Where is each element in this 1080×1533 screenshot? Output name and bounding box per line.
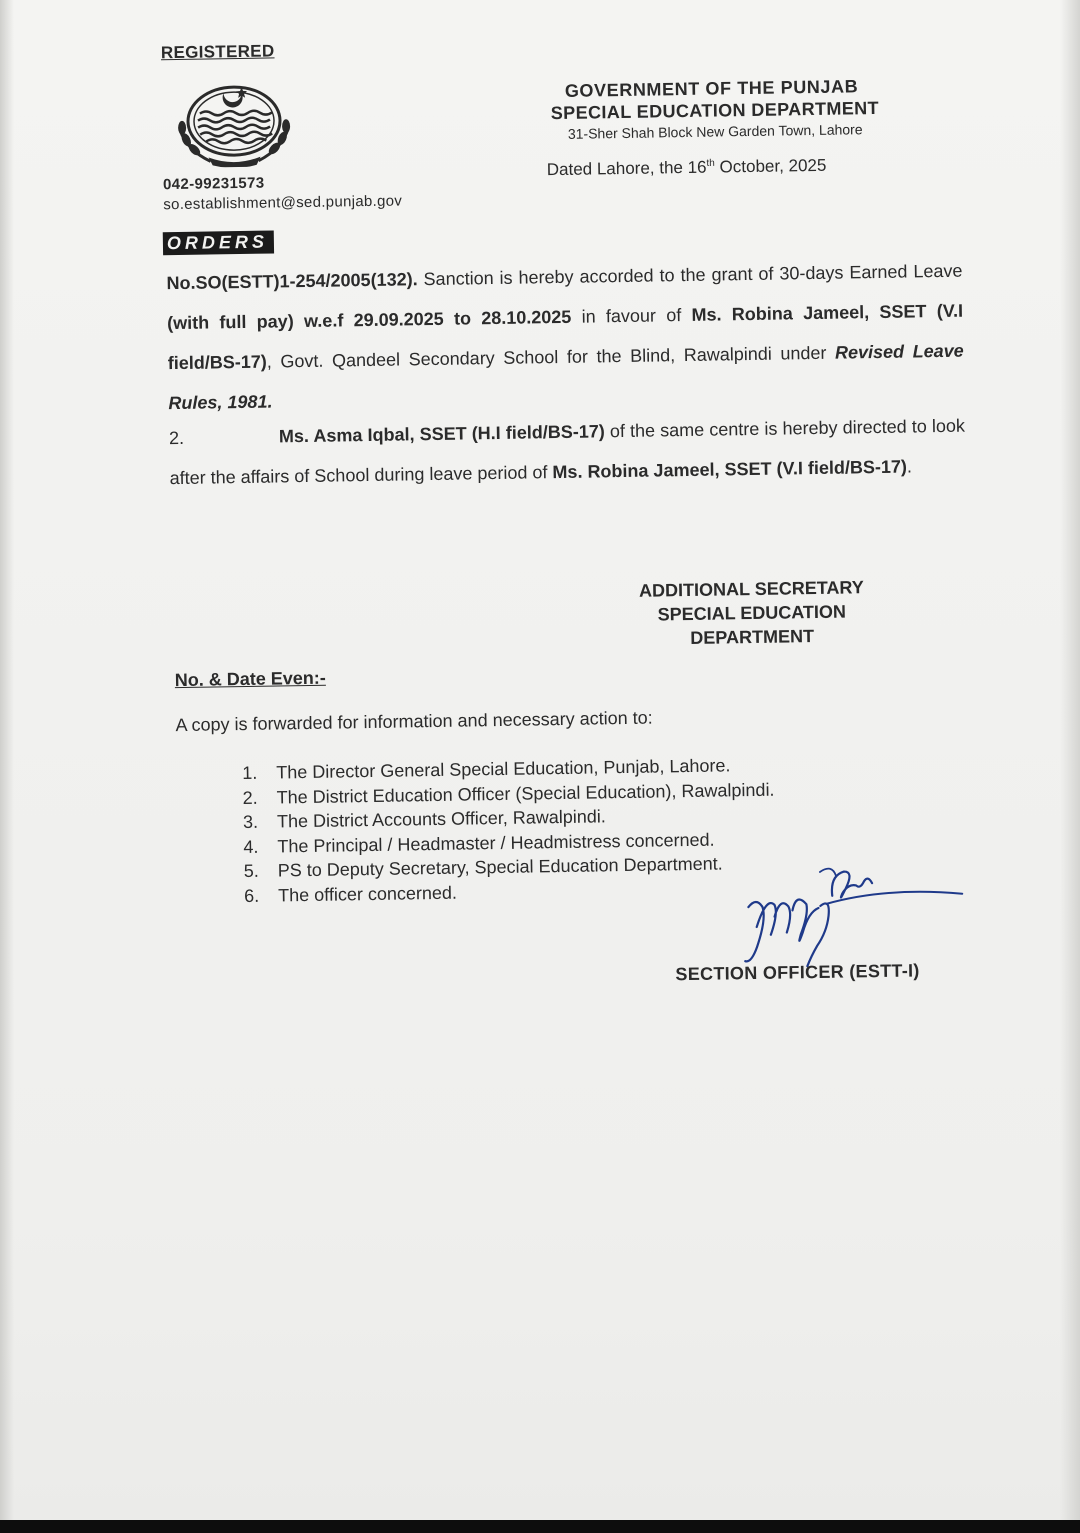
list-item-number: 6.: [244, 885, 260, 906]
orders-heading: ORDERS: [163, 230, 274, 255]
copy-recipients-list: [242, 753, 776, 908]
punjab-government-emblem-icon: [171, 74, 296, 168]
p1-rules-reference: Revised Leave Rules, 1981.: [168, 340, 964, 414]
p1-text-1: Sanction is hereby accorded to the grant of 30-days Earned Leave: [417, 260, 963, 290]
department-title: SPECIAL EDUCATION DEPARTMENT: [550, 97, 880, 124]
order-paragraph-1: [166, 251, 964, 423]
p1-officer-name: Ms. Robina Jameel, SSET (V.I field/BS-17): [167, 300, 964, 374]
p2-officer-name: Ms. Asma Iqbal, SSET (H.I field/BS-17): [278, 421, 605, 447]
dated-ordinal: th: [706, 157, 715, 170]
p1-text-2: in favour of: [571, 304, 692, 327]
handwritten-signature-icon: [736, 864, 968, 978]
list-item-text: The District Education Officer (Special Education), Rawalpindi.: [276, 779, 775, 807]
p2-number: 2.: [168, 427, 185, 449]
signatory-line-3: DEPARTMENT: [690, 626, 815, 648]
order-reference-number: No.SO(ESTT)1-254/2005(132).: [166, 269, 418, 294]
p1-leave-period: (with full pay) w.e.f 29.09.2025 to 28.10.2025: [167, 306, 572, 334]
registered-label: REGISTERED: [160, 41, 275, 63]
copy-forwarded-line: A copy is forwarded for information and necessary action to:: [175, 707, 653, 736]
no-and-date-even: No. & Date Even:-: [174, 667, 326, 691]
list-item-text: The Principal / Headmaster / Headmistress concerned.: [277, 829, 715, 856]
email-address: so.establishment@sed.punjab.gov: [163, 192, 403, 214]
p2-text-2: .: [906, 456, 913, 477]
order-paragraph-2: [169, 406, 966, 498]
signatory-line-2: SPECIAL EDUCATION: [657, 601, 847, 625]
section-officer-title: SECTION OFFICER (ESTT-I): [675, 960, 920, 985]
p2-officer-on-leave: Ms. Robina Jameel, SSET (V.I field/BS-17): [552, 456, 908, 483]
list-item-number: 3.: [242, 811, 259, 833]
dated-suffix: October, 2025: [714, 155, 827, 177]
signatory-line-1: ADDITIONAL SECRETARY: [638, 577, 864, 601]
p1-text-3: , Govt. Qandeel Secondary School for the Blind, Rawalpindi under: [266, 342, 836, 372]
dated-line: [547, 156, 827, 180]
additional-secretary-block: [601, 575, 902, 652]
dated-prefix: Dated Lahore, the 16: [546, 157, 707, 180]
government-title: GOVERNMENT OF THE PUNJAB: [564, 76, 859, 101]
list-item-text: The Director General Special Education, Punjab, Lahore.: [276, 755, 731, 783]
department-address: 31-Sher Shah Block New Garden Town, Lahore: [567, 121, 863, 142]
list-item-number: 4.: [243, 836, 259, 857]
list-item-number: 2.: [242, 787, 258, 808]
bottom-border: [0, 1520, 1080, 1533]
p2-text-1: of the same centre is hereby directed to look after the affairs of School during leave period of: [169, 415, 966, 489]
list-item-number: 1.: [242, 762, 258, 784]
list-item-text: PS to Deputy Secretary, Special Education Department.: [277, 853, 723, 881]
list-item-number: 5.: [243, 860, 259, 882]
list-item-text: The officer concerned.: [278, 882, 458, 905]
list-item-text: The District Accounts Officer, Rawalpindi.: [276, 806, 606, 832]
phone-number: 042-99231573: [162, 174, 265, 194]
